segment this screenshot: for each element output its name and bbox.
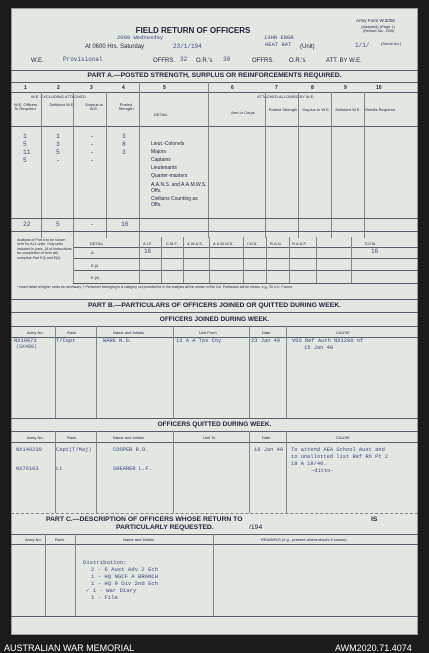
analysis-header-detail: DETAIL xyxy=(90,241,104,246)
att-sub-4: Deficient W.E. xyxy=(335,107,361,112)
part-c-title: PART C.—DESCRIPTION OF OFFICERS WHOSE RETURN TO xyxy=(46,516,243,523)
form-ref-1: Army Form W.3008 xyxy=(356,18,395,23)
col-num-3: 3 xyxy=(90,85,93,91)
distribution-item: 1 - HQ 9 Div 2nd Ech xyxy=(91,580,159,587)
col-num-4: 4 xyxy=(122,85,125,91)
col4-value: 3 xyxy=(122,133,126,140)
joined-army-no-2: (SX488) xyxy=(16,344,38,350)
col-num-6: 6 xyxy=(231,85,234,91)
col1-values xyxy=(23,133,31,165)
form-ref-2: (Adapted) (Page 1) xyxy=(361,24,396,29)
joined-name: WARE N.G. xyxy=(103,338,133,344)
att-label: ATT. BY W.E. xyxy=(326,58,362,64)
quitted-cause-3: 18 A 19/40. xyxy=(291,461,327,467)
we-excluding-header: W.E. EXCLUDING ATTACHED xyxy=(31,94,86,99)
joined-header-date: Date xyxy=(262,330,271,335)
part-c-title-2-end: /194 xyxy=(249,524,263,531)
col2-value: 5 xyxy=(56,149,60,156)
col-num-5: 5 xyxy=(163,85,166,91)
joined-header-rank: Rank xyxy=(67,330,77,335)
part-a-title: PART A.—POSTED STRENGTH, SURPLUS OR REINFORCEMENTS REQUIRED. xyxy=(87,72,342,79)
col2-value: - xyxy=(56,157,60,164)
quitted-cause: -ditto- xyxy=(311,468,334,474)
quitted-army-no: NX76103 xyxy=(16,466,39,472)
sub-header-4: Posted Strength xyxy=(118,102,134,111)
detail-row: Majors xyxy=(151,149,167,155)
col3-values xyxy=(90,133,94,165)
quitted-cause-2: to unallotted list Ref RO Pt 2 xyxy=(291,454,389,460)
col4-value: 3 xyxy=(122,149,126,156)
quitted-rank: Lt xyxy=(56,466,63,472)
joined-title: OFFICERS JOINED DURING WEEK. xyxy=(159,316,270,323)
distribution-item: 1 - File xyxy=(91,594,118,601)
form-ref-3: (Revised Jan., 1945) xyxy=(363,29,395,33)
part-c-header-army-no: Army No. xyxy=(25,537,42,542)
analysis-header-aif: A.I.F. xyxy=(143,241,153,246)
total-2: 5 xyxy=(56,221,60,228)
analysis-row-e1: E.(i) xyxy=(91,263,99,268)
quitted-rank: Capt(T/Maj) xyxy=(56,447,92,453)
analysis-header-awas: A.W.A.S. xyxy=(187,241,204,246)
sub-header-2: Deficient W.E. xyxy=(49,102,75,107)
distribution-item: 1 - HQ NGCF A BRANCH xyxy=(91,573,159,580)
footer-right: AWM2020.71.4074 xyxy=(335,643,412,653)
part-b-title: PART B.—PARTICULARS OF OFFICERS JOINED OR QUITTED DURING WEEK. xyxy=(87,302,342,309)
col3-value: - xyxy=(90,141,94,148)
offrs-value: 32 xyxy=(180,56,188,63)
joined-header-name: Name and Initials xyxy=(113,330,144,335)
col-num-7: 7 xyxy=(275,85,278,91)
att-sub-3: Surplus to W.E. xyxy=(302,107,330,112)
part-c-title-end: IS xyxy=(371,516,378,523)
analysis-aif-value: 16 xyxy=(144,248,152,255)
we-value: Provisional xyxy=(63,56,103,63)
analysis-note: Analysis of Part A to be shown here for ALL units. Only units included in para. 18 of instructions for completion of form will complete Part E(i) and E(ii). xyxy=(17,238,72,260)
analysis-header-raaf: R.A.A.F. xyxy=(292,241,307,246)
attached-header: ATTACHED ALLOWED BY W.E. xyxy=(257,94,315,99)
footnote: * Insert detail of higher ranks as necessary. † Personnel belonging to a category not provided for in the analysis will be shown in this Col. Particulars will be shown, e.g., 20 U.K. Forces. xyxy=(17,285,293,289)
form-ref-4: (Serial No.) xyxy=(381,41,402,46)
col3-value: - xyxy=(90,157,94,164)
typed-unit-header: 13HN ENGR xyxy=(264,34,294,41)
col4-values xyxy=(122,133,126,157)
total-4: 16 xyxy=(121,221,129,228)
col1-value: 5 xyxy=(23,141,27,148)
joined-rank: T/Capt xyxy=(56,338,76,344)
detail-rows xyxy=(151,140,187,180)
quitted-header-army-no: Army No. xyxy=(27,435,44,440)
typed-unit-header-2: HEAT BAT xyxy=(265,41,292,48)
att-sub-2: Posted Strength xyxy=(268,107,298,112)
joined-header-cause: CAUSE xyxy=(336,330,350,335)
at-line-unit: (Unit) xyxy=(300,44,315,50)
part-c-header-remarks: REMARKS (e.g., present whereabouts if known). xyxy=(261,537,348,542)
part-c-header-rank: Rank xyxy=(55,537,65,542)
col4-value: 8 xyxy=(122,141,126,148)
analysis-row-e2: E.(ii) xyxy=(91,275,100,280)
joined-cause: VGS Ref Auth NX1200 of xyxy=(292,338,364,344)
ors-value: 30 xyxy=(223,56,231,63)
att-sub-5: Reinfts Required xyxy=(365,107,395,112)
analysis-header-total: TOTAL xyxy=(364,241,377,246)
form-title: FIELD RETURN OF OFFICERS xyxy=(135,26,251,35)
analysis-header-ran: R.A.N. xyxy=(270,241,282,246)
joined-date: 23 Jan 40 xyxy=(251,338,281,344)
quitted-header-name: Name and Initials xyxy=(113,435,144,440)
col3-value: - xyxy=(90,133,94,140)
footer-left: AUSTRALIAN WAR MEMORIAL xyxy=(4,643,135,653)
detail-row: Lieut.-Colonels xyxy=(151,141,185,147)
detail-row: Quarter-masters xyxy=(151,173,188,179)
detail-row-aans: A.A.N.S. and A.A.M.W.S. Offs. xyxy=(151,182,207,194)
sub-header-1: W.E. Officers To Required xyxy=(14,102,38,111)
quitted-date: 18 Jan 40 xyxy=(254,447,284,453)
col2-value: 1 xyxy=(56,133,60,140)
distribution-item: ✓ 1 - War Diary xyxy=(86,587,137,594)
analysis-header-cmf: C.M.F. xyxy=(166,241,178,246)
col2-values xyxy=(56,133,60,165)
joined-cause-2: 15 Jan 40 xyxy=(304,345,334,351)
col-num-1: 1 xyxy=(24,85,27,91)
joined-unit-from: 13 A A Tps Coy xyxy=(176,338,222,344)
analysis-header-civil: CIVIL xyxy=(247,241,258,246)
distribution-title: Distribution: xyxy=(83,559,127,566)
quitted-army-no: NX140230 xyxy=(16,447,42,453)
ors2-label: O.R.'s xyxy=(289,58,306,64)
distribution-item: 2 - 6 Aust Adv 2 Ech xyxy=(91,566,159,573)
field-return-form xyxy=(11,8,418,635)
quitted-title: OFFICERS QUITTED DURING WEEK. xyxy=(157,421,272,428)
col-num-9: 9 xyxy=(344,85,347,91)
sub-header-3: Surplus to W.E. xyxy=(84,102,103,111)
at-line-unit-value: 1/1/ xyxy=(355,42,370,49)
joined-header-army-no: Army No. xyxy=(27,330,44,335)
detail-row: Lieutenants xyxy=(151,165,177,171)
analysis-row-a: A. xyxy=(91,250,95,255)
typed-day-header: 2000 Wednesday xyxy=(117,34,164,41)
quitted-name: COOPER R.D. xyxy=(113,447,149,453)
col1-value: 5 xyxy=(23,157,27,164)
quitted-header-date: Date xyxy=(262,435,271,440)
we-label: W.E. xyxy=(31,58,44,64)
detail-row: Captains xyxy=(151,157,171,163)
col1-value: 11 xyxy=(23,149,31,156)
analysis-total-value: 16 xyxy=(371,248,379,255)
att-sub-1: Arm or Corps xyxy=(231,110,255,115)
col1-value: 1 xyxy=(23,133,27,140)
analysis-header-aamws: A.A.M.W.S. xyxy=(213,241,234,246)
quitted-header-unit: Unit To xyxy=(203,435,216,440)
at-line-date: 23/1/194 xyxy=(173,43,202,50)
part-c-header-name: Name and Initials xyxy=(123,537,154,542)
at-line-prefix: At 0600 Hrs. Saturday xyxy=(85,44,145,50)
distribution-list xyxy=(86,566,159,601)
part-c-title-2: PARTICULARLY REQUESTED. xyxy=(116,524,214,531)
quitted-cause: To attend AEA School Aust and xyxy=(291,447,385,453)
col2-value: 3 xyxy=(56,141,60,148)
quitted-header-cause: CAUSE xyxy=(336,435,350,440)
quitted-name: SHEARER L.F. xyxy=(113,466,152,472)
col-num-2: 2 xyxy=(57,85,60,91)
quitted-header-rank: Rank xyxy=(67,435,77,440)
total-3: - xyxy=(90,221,94,228)
detail-header: DETAIL xyxy=(154,112,168,117)
ors-label: O.R.'s xyxy=(196,58,213,64)
joined-header-unit: Unit From xyxy=(199,330,217,335)
col3-value: - xyxy=(90,149,94,156)
col-num-8: 8 xyxy=(311,85,314,91)
offrs2-label: OFFRS. xyxy=(252,58,274,64)
joined-army-no: NX10073 xyxy=(14,338,37,344)
total-1: 22 xyxy=(23,221,31,228)
offrs-label: OFFRS. xyxy=(153,58,175,64)
col-num-10: 10 xyxy=(376,85,382,91)
detail-row-civilians: Civilians Counting as Offs. xyxy=(151,196,198,208)
